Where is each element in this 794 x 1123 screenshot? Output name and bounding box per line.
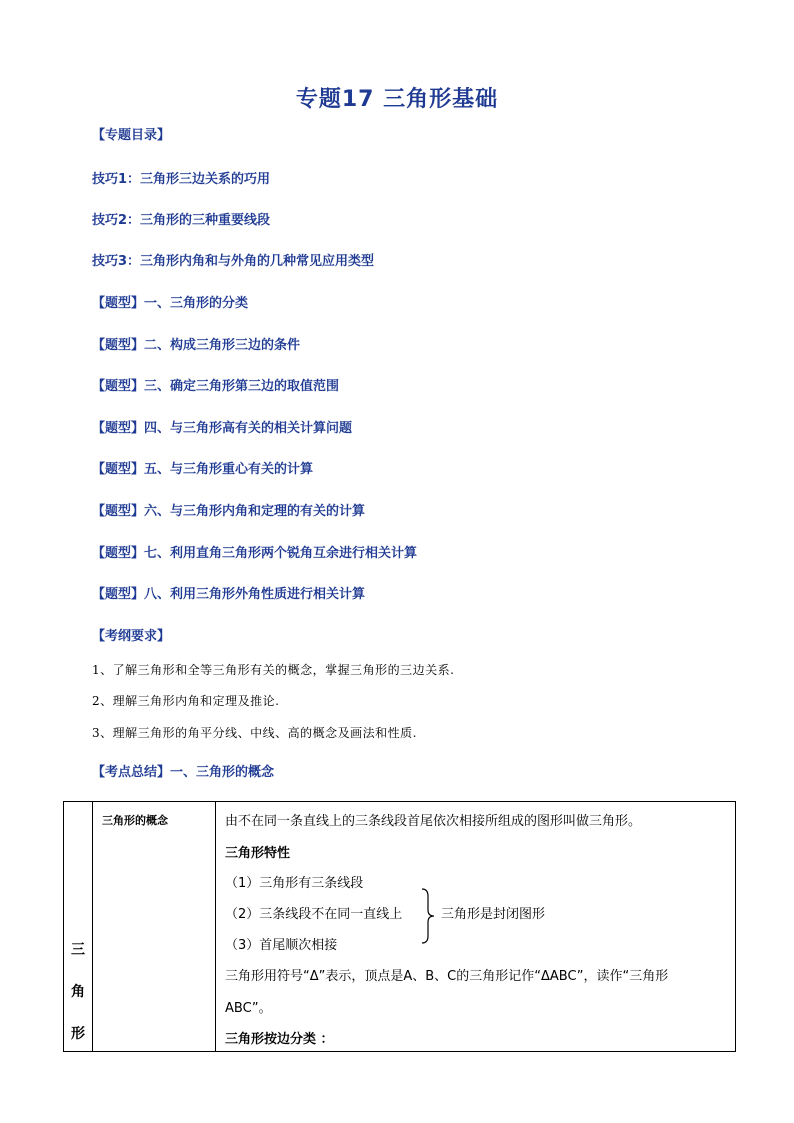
requirement-3: 3、理解三角形的角平分线、中线、高的概念及画法和性质. [92,726,417,740]
type-item-5: 【题型】五、与三角形重心有关的计算 [92,462,314,477]
type-item-3: 【题型】三、确定三角形第三边的取值范围 [92,379,340,394]
type-item-8: 【题型】八、利用三角形外角性质进行相关计算 [92,587,366,602]
catalog-header: 【专题目录】 [92,128,171,143]
side-char-2: 角 [71,984,85,1000]
feature-title: 三角形特性 [225,846,291,861]
curly-brace-icon [421,888,435,944]
feature-conclusion: 三角形是封闭图形 [441,907,546,922]
feature-2: （2）三条线段不在同一直线上 [225,907,403,922]
classify-title: 三角形按边分类 ： [225,1032,334,1047]
notation-line-2: ABC”。 [225,1001,272,1016]
type-item-2: 【题型】二、构成三角形三边的条件 [92,338,301,353]
skill-item-1: 技巧1：三角形三边关系的巧用 [92,172,271,187]
summary-header: 【考点总结】一、三角形的概念 [92,765,275,780]
side-char-3: 形 [71,1026,85,1042]
side-char-1: 三 [71,942,85,958]
notation-line-1: 三角形用符号“Δ”表示，顶点是A、B、C的三角形记作“ΔABC”，读作“三角形 [225,969,669,984]
skill-item-2: 技巧2：三角形的三种重要线段 [92,213,271,228]
table-divider-2 [215,802,216,1051]
type-item-1: 【题型】一、三角形的分类 [92,296,249,311]
type-item-6: 【题型】六、与三角形内角和定理的有关的计算 [92,504,366,519]
type-item-7: 【题型】七、利用直角三角形两个锐角互余进行相关计算 [92,546,418,561]
requirement-1: 1、了解三角形和全等三角形有关的概念，掌握三角形的三边关系. [92,663,455,677]
definition-text: 由不在同一条直线上的三条线段首尾依次相接所组成的图形叫做三角形。 [225,814,642,829]
feature-1: （1）三角形有三条线段 [225,876,364,891]
table-divider-1 [92,802,93,1051]
type-item-4: 【题型】四、与三角形高有关的相关计算问题 [92,421,353,436]
syllabus-header: 【考纲要求】 [92,629,171,644]
page-title: 专题17 三角形基础 [295,87,499,112]
concept-label: 三角形的概念 [102,814,168,827]
skill-item-3: 技巧3：三角形内角和与外角的几种常见应用类型 [92,254,375,269]
feature-3: （3）首尾顺次相接 [225,938,338,953]
requirement-2: 2、理解三角形内角和定理及推论. [92,694,280,708]
concept-table [63,801,736,1052]
